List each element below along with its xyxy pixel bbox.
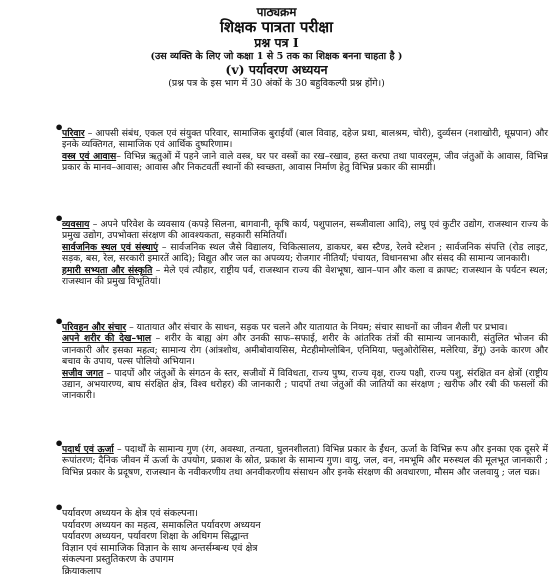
entry-text: – पादपों और जंतुओं के संगठन के स्तर, सजीवों में विविधता, राज्य पुष्प, राज्य वृक्ष, राज्य पक्षी, राज्य पशु, संरक्षित वन क्षेत्रों (राष्ट्रीय उद्यान, अभयारण्य, बाघ संरक्षित क्षेत्र, विश्व धरोहर) की जानकारी ; पादपों तथा जंतुओं की जातियों का संरक्षण ; खरीफ और रबी की फसलों की जानकारी। — [62, 367, 548, 402]
bullet: • — [54, 498, 65, 517]
entry-key: सार्वजनिक स्थल एवं संस्थाएं — [62, 241, 159, 253]
bullet: • — [54, 312, 65, 331]
entry-key: हमारी सभ्यता और संस्कृति — [62, 264, 153, 276]
pedagogy-item: पर्यावरण अध्ययन का महत्व, समाकलित पर्यावरण अध्ययन — [62, 519, 261, 531]
section-family-housing — [54, 118, 548, 174]
entry-key: पदार्थ एवं ऊर्जा — [62, 444, 114, 455]
entry-key: सजीव जगत — [62, 367, 104, 379]
subject-title: (v) पर्यावरण अध्ययन — [225, 62, 328, 77]
entry-key: अपने शरीर की देख–भाल — [62, 333, 152, 345]
bullet: • — [54, 118, 65, 137]
entry-text: – सार्वजनिक स्थल जैसे विद्यालय, चिकित्सालय, डाकघर, बस स्टैण्ड, रेलवे स्टेशन ; सार्वजनिक संपत्ति (रोड लाइट, सड़क, बस, रेल, सरकारी इमारतें आदि); विद्युत और जल का अपव्यय; रोजगार नीतियाँ; पंचायत, विधानसभा और संसद की सामान्य जानकारी। — [62, 241, 548, 265]
paper-title: प्रश्न पत्र I — [254, 35, 299, 50]
pedagogy-item: संकल्पना प्रस्तुतिकरण के उपागम — [62, 554, 174, 566]
entry-transport — [62, 322, 548, 333]
entry-text: – मेले एवं त्यौहार, राष्ट्रीय पर्व, राजस्थान राज्य की वेशभूषा, खान–पान और कला व क्राफ्ट; राजस्थान के पर्यटन स्थल; राजस्थान की प्रमुख विभूतियां। — [62, 264, 548, 288]
entry-clothing-housing — [62, 151, 548, 174]
entry-text: – विभिन्न ऋतुओं में पहने जाने वाले वस्त्र, घर पर वस्त्रों का रख–रखाव, हस्त करघा तथा पावरलूम, जीव जंतुओं के आवास, विभिन्न प्रकार के मानव–आवास; आवास और निकटवर्ती स्थानों की स्वच्छता, आवास निर्माण हेतु विभिन्न प्रकार की सामग्री। — [62, 150, 548, 174]
entry-living-world — [62, 368, 548, 402]
entry-occupation — [62, 219, 548, 242]
entry-matter-energy — [62, 444, 548, 478]
entry-body-care — [62, 333, 548, 367]
section-matter-energy — [54, 434, 549, 478]
entry-key: व्यवसाय — [62, 219, 90, 230]
eligibility-note: (उस व्यक्ति के लिए जो कक्षा 1 से 5 तक का शिक्षक बनना चाहता है ) — [150, 51, 403, 62]
entry-text: – आपसी संबंध, एकल एवं संयुक्त परिवार, सामाजिक बुराईयाँ (बाल विवाह, दहेज प्रथा, बालश्रम, चोरी), दुर्व्यसन (नशाखोरी, धूम्रपान) और इनके व्यक्तिगत, सामाजिक एवं आर्थिक दुष्परिणाम। — [62, 128, 548, 151]
pedagogy-item: विज्ञान एवं सामाजिक विज्ञान के साथ अन्तर्सम्बन्ध एवं क्षेत्र — [62, 542, 258, 554]
pedagogy-item: पर्यावरण अध्ययन के क्षेत्र एवं संकल्पना। — [62, 508, 199, 519]
pedagogy-item: पर्यावरण अध्ययन, पर्यावरण शिक्षा के अधिगम सिद्धान्त — [62, 531, 249, 543]
section-pedagogy — [54, 498, 548, 578]
entry-public-places — [62, 242, 548, 265]
pedagogy-item: क्रियाकलाप — [62, 565, 102, 577]
section-occupation-culture — [54, 209, 548, 288]
question-instruction: (प्रश्न पत्र के इस भाग में 30 अंकों के 30 बहुविकल्पी प्रश्न होंगे।) — [168, 78, 385, 89]
bullet: • — [54, 209, 65, 228]
entry-text: – यातायात और संचार के साधन, सड़क पर चलने और यातायात के नियम; संचार साधनों का जीवन शैली पर प्रभाव। — [126, 322, 508, 333]
entry-text: – शरीर के बाह्य अंग और उनकी साफ–सफाई, शरीर के आंतरिक तंत्रों की सामान्य जानकारी, संतुलित भोजन की जानकारी और इसका महत्व; सामान्य रोग (आंत्रशोथ, अमीबोवायसिस, मेटहीमोग्लोबिन, एनिमिया, फ्लुओरोसिस, मलेरिया, डेंगू) उनके कारण और बचाव के उपाय, पल्स पोलियो अभियान। — [62, 333, 548, 368]
exam-name: शिक्षक पात्रता परीक्षा — [219, 18, 334, 36]
bullet: • — [54, 434, 65, 453]
entry-text: – पदार्थों के सामान्य गुण (रंग, अवस्था, तन्यता, घुलनशीलता) विभिन्न प्रकार के ईंधन, ऊर्जा के विभिन्न रूप और इनका एक दूसरे में रूपांतरण; दैनिक जीवन में ऊर्जा के उपयोग, प्रकाश के स्रोत, प्रकाश के सामान्य गुण। वायु, जल, वन, नमभूमि और मरुस्थल की मूलभूत जानकारी ; विभिन्न प्रकार के प्रदूषण, राजस्थान के नवीकरणीय तथा अनवीकरणीय संसाधन और इनके संरक्षण की अवधारणा, मौसम और जलवायु ; जल चक्र। — [62, 444, 549, 478]
entry-key: वस्त्र एवं आवास — [62, 150, 117, 162]
entry-text: – अपने परिवेश के व्यवसाय (कपड़े सिलना, बागवानी, कृषि कार्य, पशुपालन, सब्जीवाला आदि), लघु एवं कुटीर उद्योग, राजस्थान राज्य के प्रमुख उद्योग, उपभोक्ता संरक्षण की आवश्यकता, सहकारी समितियाँ। — [62, 219, 548, 242]
entry-culture — [62, 265, 548, 288]
syllabus-title: पाठ्यक्रम — [256, 5, 297, 19]
entry-key: परिवार — [62, 128, 85, 139]
entry-family — [62, 128, 548, 151]
entry-key: परिवहन और संचार — [62, 322, 127, 333]
section-transport-body-life — [54, 312, 548, 402]
